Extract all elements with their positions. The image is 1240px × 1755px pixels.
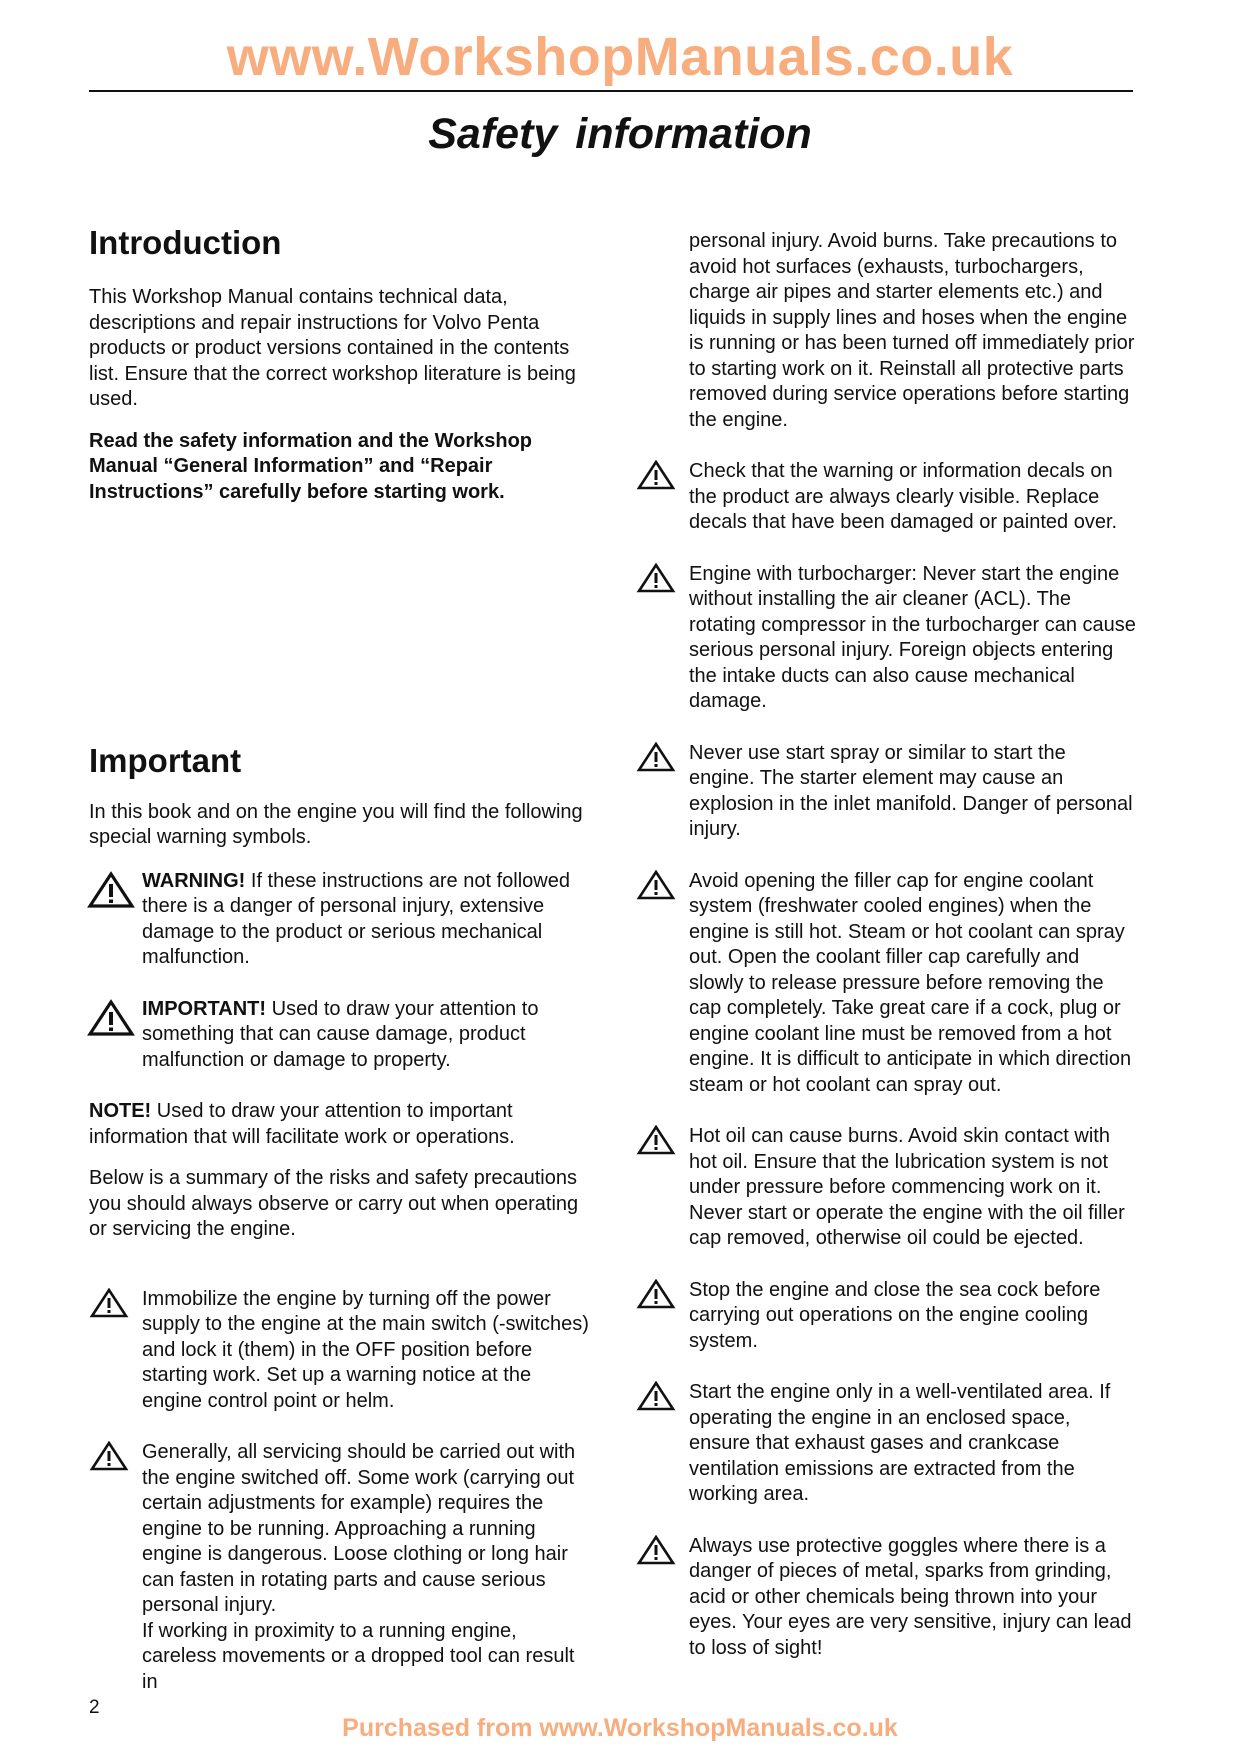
warning-triangle-icon: [636, 1381, 676, 1411]
warning-triangle-icon: [636, 1535, 676, 1565]
risk-text: Always use protective goggles where there is a danger of pieces of metal, sparks from grinding, acid or other chemicals being thrown into your eyes. Your eyes are very sensitive, injury can lead to loss of sight!: [689, 1534, 1132, 1659]
warning-triangle-icon: [89, 1288, 129, 1318]
important-intro: In this book and on the engine you will find the following special warning symbols.: [89, 800, 583, 849]
list-item: [636, 562, 1136, 715]
warning-triangle-icon: [89, 1441, 129, 1471]
risk-text-continuation: If working in proximity to a running engine, careless movements or a dropped tool can result in: [142, 1619, 575, 1693]
introduction-bold-paragraph: Read the safety information and the Workshop Manual “General Information” and “Repair Instructions” carefully before starting work.: [89, 429, 533, 503]
important-label: IMPORTANT!: [142, 997, 267, 1020]
list-item: [636, 459, 1136, 536]
note-label: NOTE!: [89, 1100, 152, 1123]
list-item-continued: [636, 229, 1136, 433]
list-item: [636, 1278, 1136, 1355]
warning-triangle-icon: [636, 870, 676, 900]
left-column: [89, 225, 589, 1721]
risk-text: Check that the warning or information decals on the product are always clearly visible. Replace decals that have been damaged or painted over.: [689, 460, 1118, 533]
page-title: Safety information: [428, 110, 812, 158]
important-text: Used to draw your attention to something that can cause damage, product malfunction or damage to property.: [142, 997, 539, 1071]
warning-label: WARNING!: [142, 869, 246, 892]
warning-triangle-icon: [87, 999, 135, 1037]
list-item: [636, 741, 1136, 843]
footer-watermark: Purchased from www.WorkshopManuals.co.uk: [342, 1714, 898, 1742]
header-rule: [89, 90, 1133, 92]
page-number: 2: [89, 1697, 100, 1718]
risk-text: Generally, all servicing should be carried out with the engine switched off. Some work (carrying out certain adjustments for example) requires the engine to be running. Approaching a running engine is dangerous. Loose clothing or long hair can fasten in rotating parts and cause serious personal injury.: [142, 1441, 576, 1617]
header-watermark: www.WorkshopManuals.co.uk: [226, 27, 1014, 87]
warning-triangle-icon: [636, 742, 676, 772]
note-text: Used to draw your attention to important information that will facilitate work or operations.: [89, 1100, 515, 1148]
note-definition: [89, 1099, 589, 1150]
risk-text: Immobilize the engine by turning off the power supply to the engine at the main switch (-switches) and lock it (them) in the OFF position before starting work. Set up a warning notice at the engine control point or helm.: [142, 1287, 589, 1412]
continued-text: personal injury. Avoid burns. Take precautions to avoid hot surfaces (exhausts, turbochargers, charge air pipes and starter elements etc.) and liquids in supply lines and hoses when the engine is running or has been turned off immediately prior to starting work on it. Reinstall all protective parts removed during service operations before starting the engine.: [689, 230, 1135, 431]
warning-triangle-icon: [87, 871, 135, 909]
warning-triangle-icon: [636, 563, 676, 593]
list-item: [89, 1440, 589, 1695]
warning-triangle-icon: [636, 1279, 676, 1309]
list-item: [636, 1124, 1136, 1252]
important-definition: [89, 997, 589, 1074]
list-item: [636, 1380, 1136, 1508]
warning-definition: [89, 869, 589, 971]
list-item: [89, 1287, 589, 1415]
summary-paragraph: Below is a summary of the risks and safety precautions you should always observe or carry out when operating or servicing the engine.: [89, 1167, 579, 1241]
risk-text: Hot oil can cause burns. Avoid skin contact with hot oil. Ensure that the lubrication system is not under pressure before commencing work on it. Never start or operate the engine with the oil filler cap removed, otherwise oil could be ejected.: [689, 1125, 1125, 1249]
risk-text: Start the engine only in a well-ventilated area. If operating the engine in an enclosed space, ensure that exhaust gases and crankcase ventilation emissions are extracted from the working area.: [689, 1381, 1111, 1505]
risk-text: Never use start spray or similar to start the engine. The starter element may cause an explosion in the inlet manifold. Danger of personal injury.: [689, 741, 1133, 840]
list-item: [636, 1534, 1136, 1662]
risk-text: Avoid opening the filler cap for engine coolant system (freshwater cooled engines) when the engine is still hot. Steam or hot coolant can spray out. Open the coolant filler cap carefully and slowly to release pressure before removing the cap completely. Take great care if a cock, plug or engine coolant line must be removed from a hot engine. It is difficult to anticipate in which direction steam or hot coolant can spray out.: [689, 869, 1132, 1096]
risk-text: Engine with turbocharger: Never start the engine without installing the air cleaner (ACL). The rotating compressor in the turbocharger can cause serious personal injury. Foreign objects entering the intake ducts can also cause mechanical damage.: [689, 562, 1136, 712]
risk-text: Stop the engine and close the sea cock before carrying out operations on the engine cooling system.: [689, 1278, 1101, 1352]
introduction-heading: Introduction: [89, 224, 282, 261]
important-heading: Important: [89, 742, 242, 780]
right-column: [636, 229, 1136, 1687]
warning-text: If these instructions are not followed there is a danger of personal injury, extensive damage to the product or serious mechanical malfunction.: [142, 869, 570, 969]
warning-triangle-icon: [636, 1125, 676, 1155]
warning-triangle-icon: [636, 460, 676, 490]
introduction-paragraph: This Workshop Manual contains technical data, descriptions and repair instructions for Volvo Penta products or product versions contained in the contents list. Ensure that the correct workshop literature is being used.: [89, 286, 576, 411]
list-item: [636, 869, 1136, 1099]
